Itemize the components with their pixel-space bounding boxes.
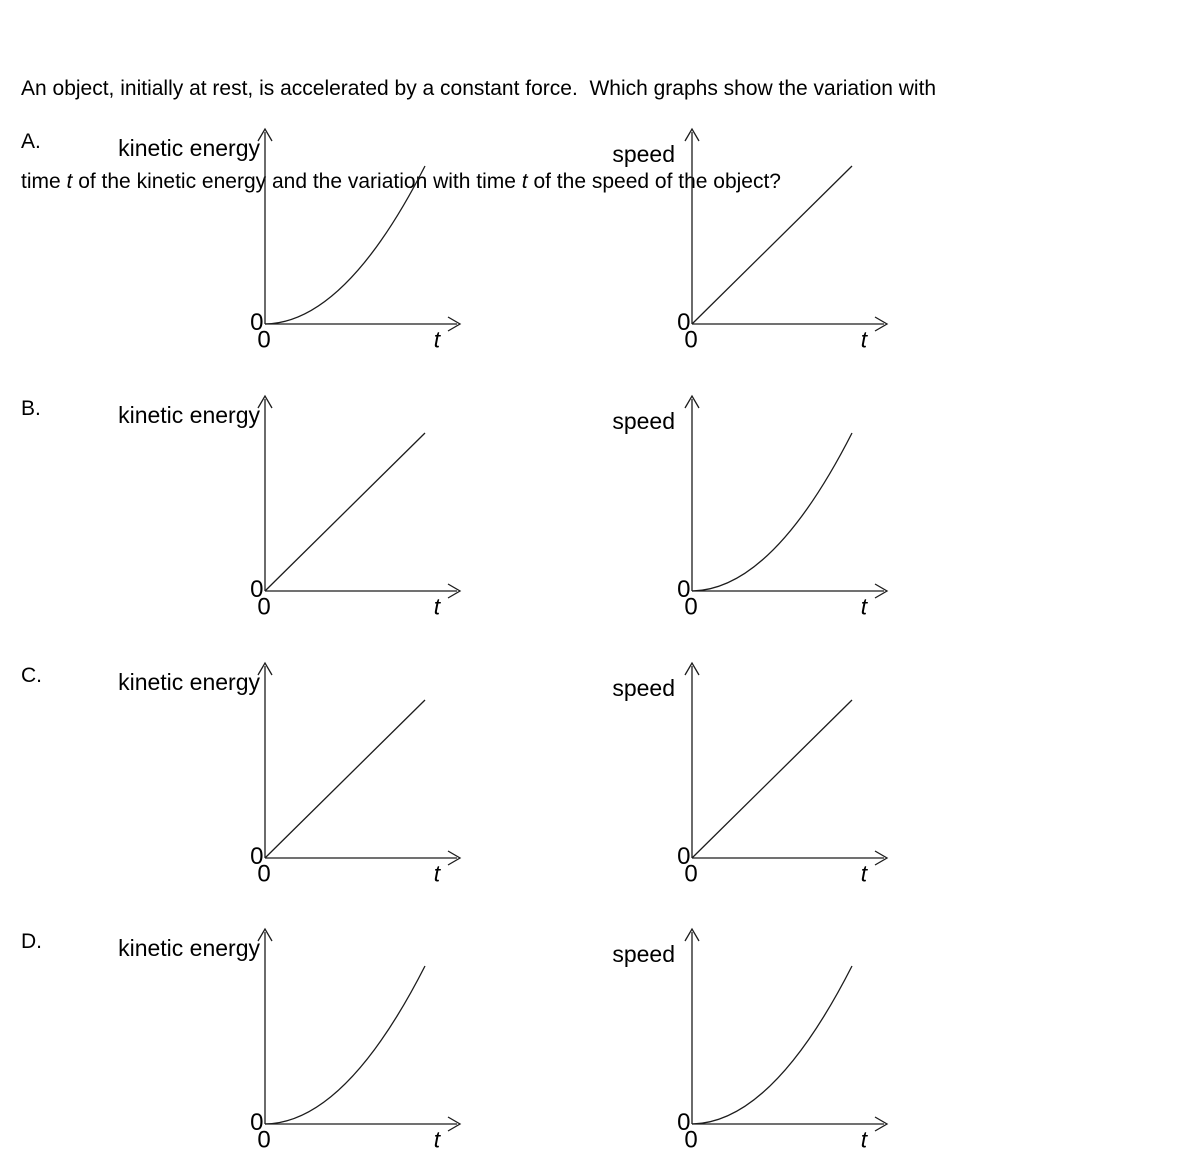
y-axis-label: kinetic energy bbox=[118, 935, 260, 961]
origin-zero-y-label: 0 bbox=[250, 843, 264, 870]
x-axis-t-label: t bbox=[860, 326, 868, 353]
origin-zero-x-label: 0 bbox=[684, 593, 698, 621]
option-letter-b: B. bbox=[21, 397, 41, 420]
x-axis-t-label: t bbox=[860, 593, 868, 620]
question-text-segment: of the kinetic energy and the variation with time bbox=[72, 170, 522, 193]
y-axis-label: kinetic energy bbox=[118, 135, 260, 161]
curve-linear bbox=[692, 166, 852, 324]
curve-linear bbox=[265, 433, 425, 591]
y-axis-label: kinetic energy bbox=[118, 669, 260, 695]
curve-quadratic bbox=[265, 166, 425, 324]
curve-linear bbox=[692, 700, 852, 858]
origin-zero-y-label: 0 bbox=[250, 309, 264, 336]
x-axis-t-label: t bbox=[433, 593, 441, 620]
x-axis-t-label: t bbox=[860, 860, 868, 887]
option-letter-c: C. bbox=[21, 664, 42, 687]
x-axis-t-label: t bbox=[433, 860, 441, 887]
y-axis-label: speed bbox=[612, 675, 675, 701]
question-text-segment: time bbox=[21, 170, 67, 193]
origin-zero-y-label: 0 bbox=[677, 1109, 691, 1136]
curve-quadratic bbox=[692, 433, 852, 591]
graph-a-kinetic-energy bbox=[80, 124, 465, 356]
question-line-1: An object, initially at rest, is accelerated by a constant force. Which graphs show the variation with bbox=[21, 77, 937, 100]
y-axis-label: speed bbox=[612, 941, 675, 967]
x-axis-t-label: t bbox=[860, 1126, 868, 1153]
y-axis-label: speed bbox=[612, 141, 675, 167]
origin-zero-y-label: 0 bbox=[250, 576, 264, 603]
graph-d-kinetic-energy bbox=[80, 924, 465, 1156]
question-text-segment: of the speed of the object? bbox=[527, 170, 781, 193]
curve-quadratic bbox=[265, 966, 425, 1124]
question-italic-t: t bbox=[521, 170, 528, 193]
origin-zero-x-label: 0 bbox=[684, 1126, 698, 1154]
origin-zero-y-label: 0 bbox=[250, 1109, 264, 1136]
origin-zero-x-label: 0 bbox=[684, 860, 698, 888]
graph-d-speed bbox=[507, 924, 892, 1156]
origin-zero-y-label: 0 bbox=[677, 309, 691, 336]
graph-b-speed bbox=[507, 391, 892, 623]
graph-c-kinetic-energy bbox=[80, 658, 465, 890]
question-italic-t: t bbox=[66, 170, 73, 193]
option-letter-a: A. bbox=[21, 130, 41, 153]
y-axis-label: speed bbox=[612, 408, 675, 434]
y-axis-label: kinetic energy bbox=[118, 402, 260, 428]
curve-quadratic bbox=[692, 966, 852, 1124]
graph-c-speed bbox=[507, 658, 892, 890]
curve-linear bbox=[265, 700, 425, 858]
option-letter-d: D. bbox=[21, 930, 42, 953]
graph-b-kinetic-energy bbox=[80, 391, 465, 623]
x-axis-t-label: t bbox=[433, 326, 441, 353]
origin-zero-x-label: 0 bbox=[257, 1126, 271, 1154]
graph-a-speed bbox=[507, 124, 892, 356]
origin-zero-x-label: 0 bbox=[684, 326, 698, 354]
x-axis-t-label: t bbox=[433, 1126, 441, 1153]
origin-zero-x-label: 0 bbox=[257, 860, 271, 888]
origin-zero-y-label: 0 bbox=[677, 576, 691, 603]
origin-zero-y-label: 0 bbox=[677, 843, 691, 870]
origin-zero-x-label: 0 bbox=[257, 593, 271, 621]
origin-zero-x-label: 0 bbox=[257, 326, 271, 354]
